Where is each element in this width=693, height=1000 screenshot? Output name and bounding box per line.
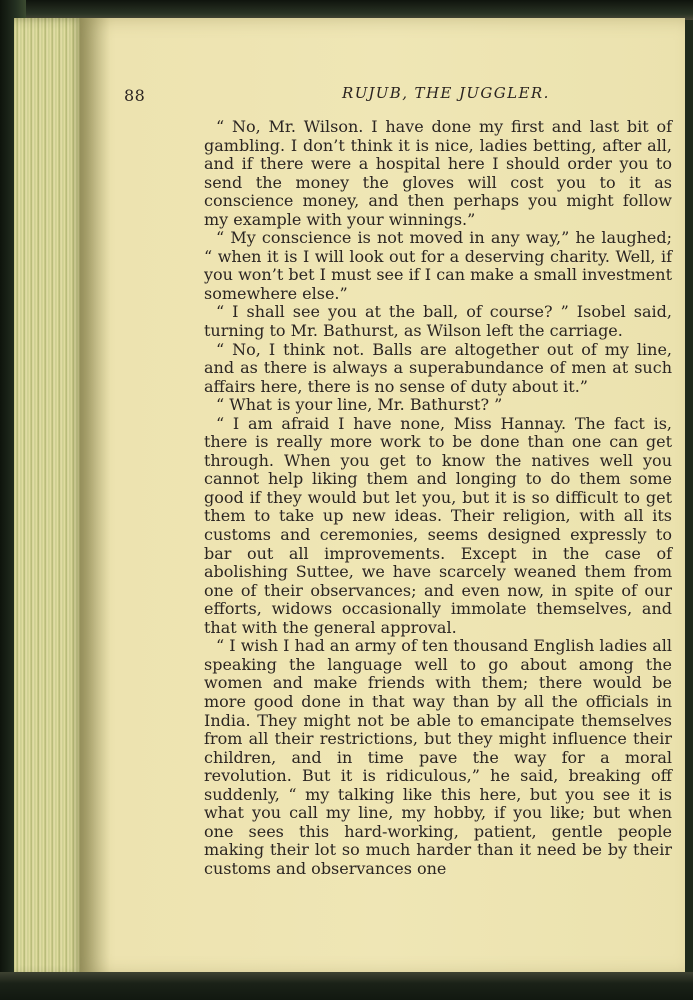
page-header <box>124 84 672 108</box>
paragraph: “ What is your line, Mr. Bathurst? ” <box>216 395 503 415</box>
paragraph: “ I wish I had an army of ten thousand English ladies all speaking the language well to go about among the women and make friends with them; there would be more good done in that way than by all the officials in India. They might not be able to emancipate themselves from all their restrictions, but they might influence their children, and in time pave the way for a moral revolution. But it is ridiculous,” he said, breaking off suddenly, “ my talking like this here, but you see it is what you call my line, my hobby, if you like; but when one sees this hard-working, patient, gentle people making their lot so much harder than it need be by their customs and observances one <box>204 636 672 878</box>
book-cover-bottom <box>0 972 693 1000</box>
running-title: RUJUB, THE JUGGLER. <box>342 84 550 102</box>
book-cover-top <box>0 0 693 20</box>
paragraph: “ I shall see you at the ball, of course? ” Isobel said, turning to Mr. Bathurst, as Wilson left the carriage. <box>204 302 672 341</box>
paragraph: “ My conscience is not moved in any way,” he laughed; “ when it is I will look out for a deserving charity. Well, if you won’t bet I must see if I can make a small investment somewhere else.” <box>204 228 672 303</box>
spine-shadow <box>80 18 110 976</box>
paragraph: “ No, I think not. Balls are altogether out of my line, and as there is always a superabundance of men at such affairs here, there is no sense of duty about it.” <box>204 339 672 396</box>
page-edges <box>14 18 84 976</box>
paragraph: “ No, Mr. Wilson. I have done my first and last bit of gambling. I don’t think it is nice, ladies betting, after all, and if there were a hospital here I should order you to send the money the gloves will cost you to it as conscience money, and then perhaps you might follow my example with your winnings.” <box>204 117 672 229</box>
page-number: 88 <box>124 86 146 105</box>
body-text <box>204 118 672 878</box>
paragraph: “ I am afraid I have none, Miss Hannay. The fact is, there is really more work to be done than one can get through. When you get to know the natives well you cannot help liking them and longing to do them some good if they would but let you, but it is so difficult to get them to take up new ideas. Their religion, with all its customs and ceremonies, seems designed expressly to bar out all improvements. Except in the case of abolishing Suttee, we have scarcely weaned them from one of their observances; and even now, in spite of our efforts, widows occasionally immolate themselves, and that with the general approval. <box>204 413 672 637</box>
